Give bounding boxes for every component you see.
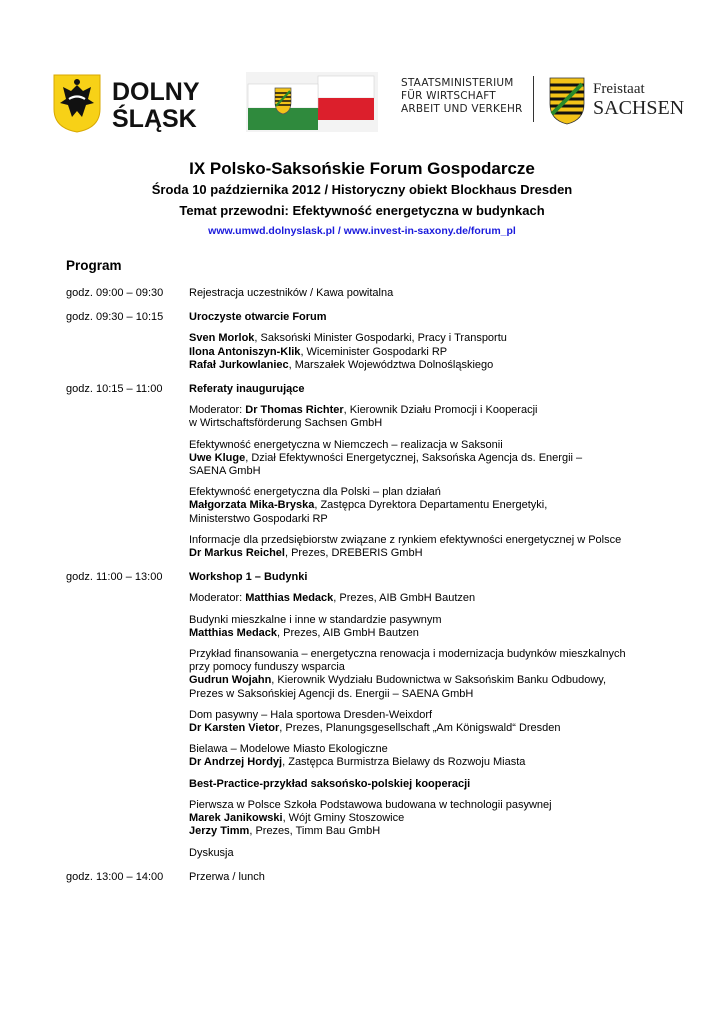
talk-title-cont: przy pomocy funduszy wsparcia — [189, 661, 345, 674]
speaker-role: , Prezes, DREBERIS GmbH — [284, 547, 423, 560]
speaker-line — [189, 825, 686, 838]
talk-item — [189, 486, 686, 526]
best-practice-heading: Best-Practice-przykład saksońsko-polskiej kooperacji — [189, 777, 471, 790]
talk-title: Budynki mieszkalne i inne w standardzie pasywnym — [189, 613, 442, 626]
program-list — [66, 287, 686, 895]
session-title: Uroczyste otwarcie Forum — [189, 311, 327, 324]
slask-text: ŚLĄSK — [112, 105, 197, 133]
moderator-label: Moderator: — [189, 592, 246, 605]
speaker-name: Rafał Jurkowlaniec — [189, 358, 289, 371]
session-keynotes — [66, 383, 686, 560]
session-title: Przerwa / lunch — [189, 870, 265, 883]
session-body — [189, 871, 686, 884]
speaker-role: , Zastępca Burmistrza Bielawy ds Rozwoju Miasta — [282, 756, 526, 769]
moderator-line — [189, 404, 686, 417]
talk-item — [189, 799, 686, 839]
ministry-line-1: STAATSMINISTERIUM — [401, 77, 514, 89]
session-lunch — [66, 871, 686, 884]
speaker-line — [189, 812, 686, 825]
talk-item — [189, 709, 686, 735]
speaker-line — [189, 332, 686, 345]
session-time: godz. 13:00 – 14:00 — [66, 870, 164, 883]
document-header — [0, 158, 724, 239]
talk-item — [189, 534, 686, 560]
freistaat-text: Freistaat — [593, 81, 645, 97]
header-logos — [0, 0, 724, 140]
speaker-name: Jerzy Timm — [189, 825, 250, 838]
sachsen-logo — [548, 76, 698, 126]
speaker-name: Małgorzata Mika-Bryska — [189, 499, 315, 512]
speaker-role-cont: SAENA GmbH — [189, 465, 261, 478]
speaker-list — [189, 332, 686, 372]
session-body — [189, 571, 686, 859]
speaker-line — [189, 359, 686, 372]
talk-item — [189, 439, 686, 479]
speaker-role: , Zastępca Dyrektora Departamentu Energetyki, — [314, 499, 548, 512]
speaker-name: Dr Karsten Vietor — [189, 722, 280, 735]
speaker-line — [189, 547, 686, 560]
discussion-item — [189, 847, 686, 860]
session-registration — [66, 287, 686, 300]
ministry-logo-text — [401, 77, 531, 116]
speaker-role: , Saksoński Minister Gospodarki, Pracy i Transportu — [254, 332, 507, 345]
talk-title: Bielawa – Modelowe Miasto Ekologiczne — [189, 743, 388, 756]
speaker-name: Gudrun Wojahn — [189, 674, 272, 687]
talk-title: Efektywność energetyczna w Niemczech – realizacja w Saksonii — [189, 438, 503, 451]
speaker-name: Matthias Medack — [189, 626, 278, 639]
moderator-name: Dr Thomas Richter — [245, 404, 344, 417]
moderator-name: Matthias Medack — [245, 592, 334, 605]
speaker-name: Ilona Antoniszyn-Klik — [189, 345, 301, 358]
ministry-line-2: FÜR WIRTSCHAFT — [401, 90, 496, 102]
page-title: IX Polsko-Saksońskie Forum Gospodarcze — [189, 159, 535, 178]
sachsen-text: SACHSEN — [593, 97, 685, 119]
session-opening — [66, 311, 686, 372]
session-time: godz. 09:00 – 09:30 — [66, 287, 164, 299]
talk-item — [189, 614, 686, 640]
moderator-label: Moderator: — [189, 404, 246, 417]
session-time: godz. 11:00 – 13:00 — [66, 571, 163, 584]
speaker-name: Dr Markus Reichel — [189, 547, 285, 560]
discussion-label: Dyskusja — [189, 846, 234, 859]
talk-title: Pierwsza w Polsce Szkoła Podstawowa budowana w technologii pasywnej — [189, 798, 552, 811]
moderator-role: , Kierownik Działu Promocji i Kooperacji — [343, 404, 538, 417]
session-body — [189, 287, 686, 300]
speaker-name: Uwe Kluge — [189, 451, 246, 464]
session-body — [189, 383, 686, 560]
speaker-name: Marek Janikowski — [189, 812, 283, 825]
program-heading: Program — [66, 258, 122, 273]
talk-item — [189, 648, 686, 701]
event-date-location: Środa 10 października 2012 / Historyczny obiekt Blockhaus Dresden — [151, 182, 573, 197]
moderator-item — [189, 404, 686, 430]
speaker-role: , Wójt Gminy Stoszowice — [282, 812, 405, 825]
speaker-line — [189, 346, 686, 359]
speaker-role: , Prezes, Timm Bau GmbH — [249, 825, 381, 838]
speaker-role-cont: Ministerstwo Gospodarki RP — [189, 512, 328, 525]
speaker-name: Dr Andrzej Hordyj — [189, 756, 283, 769]
speaker-role: , Prezes, AIB GmbH Bautzen — [277, 626, 419, 639]
session-time: godz. 09:30 – 10:15 — [66, 311, 164, 324]
speaker-role: , Prezes, Planungsgesellschaft „Am Königswald“ Dresden — [279, 722, 561, 735]
moderator-item — [189, 592, 686, 605]
speaker-line — [189, 452, 686, 465]
speaker-line — [189, 722, 686, 735]
speaker-role: , Marszałek Województwa Dolnośląskiego — [288, 358, 494, 371]
moderator-role-cont: w Wirtschaftsförderung Sachsen GmbH — [189, 417, 383, 430]
session-title: Referaty inaugurujące — [189, 383, 305, 396]
talk-title: Efektywność energetyczna dla Polski – plan działań — [189, 486, 441, 499]
moderator-role: , Prezes, AIB GmbH Bautzen — [333, 592, 476, 605]
talk-title: Dom pasywny – Hala sportowa Dresden-Weixdorf — [189, 708, 433, 721]
session-title: Workshop 1 – Budynki — [189, 571, 308, 584]
speaker-line — [189, 756, 686, 769]
session-title: Rejestracja uczestników / Kawa powitalna — [189, 287, 394, 299]
speaker-role-cont: Prezes w Saksońskiej Agencji ds. Energii – SAENA GmbH — [189, 687, 474, 700]
ministry-line-3: ARBEIT UND VERKEHR — [401, 103, 523, 115]
flags-logo — [246, 72, 378, 132]
speaker-line — [189, 674, 686, 687]
speaker-line — [189, 627, 686, 640]
talk-title: Informacje dla przedsiębiorstw związane z rynkiem efektywności energetycznej w Polsce — [189, 533, 622, 546]
speaker-role: , Kierownik Wydziału Budownictwa w Saksońskim Banku Odbudowy, — [271, 674, 607, 687]
speaker-line — [189, 499, 686, 512]
session-body — [189, 311, 686, 372]
speaker-role: , Dział Efektywności Energetycznej, Saksońska Agencja ds. Energii – — [245, 451, 583, 464]
talk-title: Przykład finansowania – energetyczna renowacja i modernizacja budynków mieszkalnych — [189, 648, 626, 661]
dolny-text: DOLNY — [112, 78, 200, 106]
speaker-role: , Wiceminister Gospodarki RP — [300, 345, 448, 358]
dolny-slask-logo — [52, 73, 222, 133]
session-time: godz. 10:15 – 11:00 — [66, 383, 163, 396]
speaker-name: Sven Morlok — [189, 332, 255, 345]
session-workshop-1 — [66, 571, 686, 859]
event-links[interactable]: www.umwd.dolnyslask.pl / www.invest-in-saxony.de/forum_pl — [208, 225, 516, 237]
event-theme: Temat przewodni: Efektywność energetyczna w budynkach — [179, 203, 545, 218]
logo-divider — [533, 76, 534, 122]
moderator-line — [189, 592, 686, 605]
talk-item — [189, 743, 686, 769]
